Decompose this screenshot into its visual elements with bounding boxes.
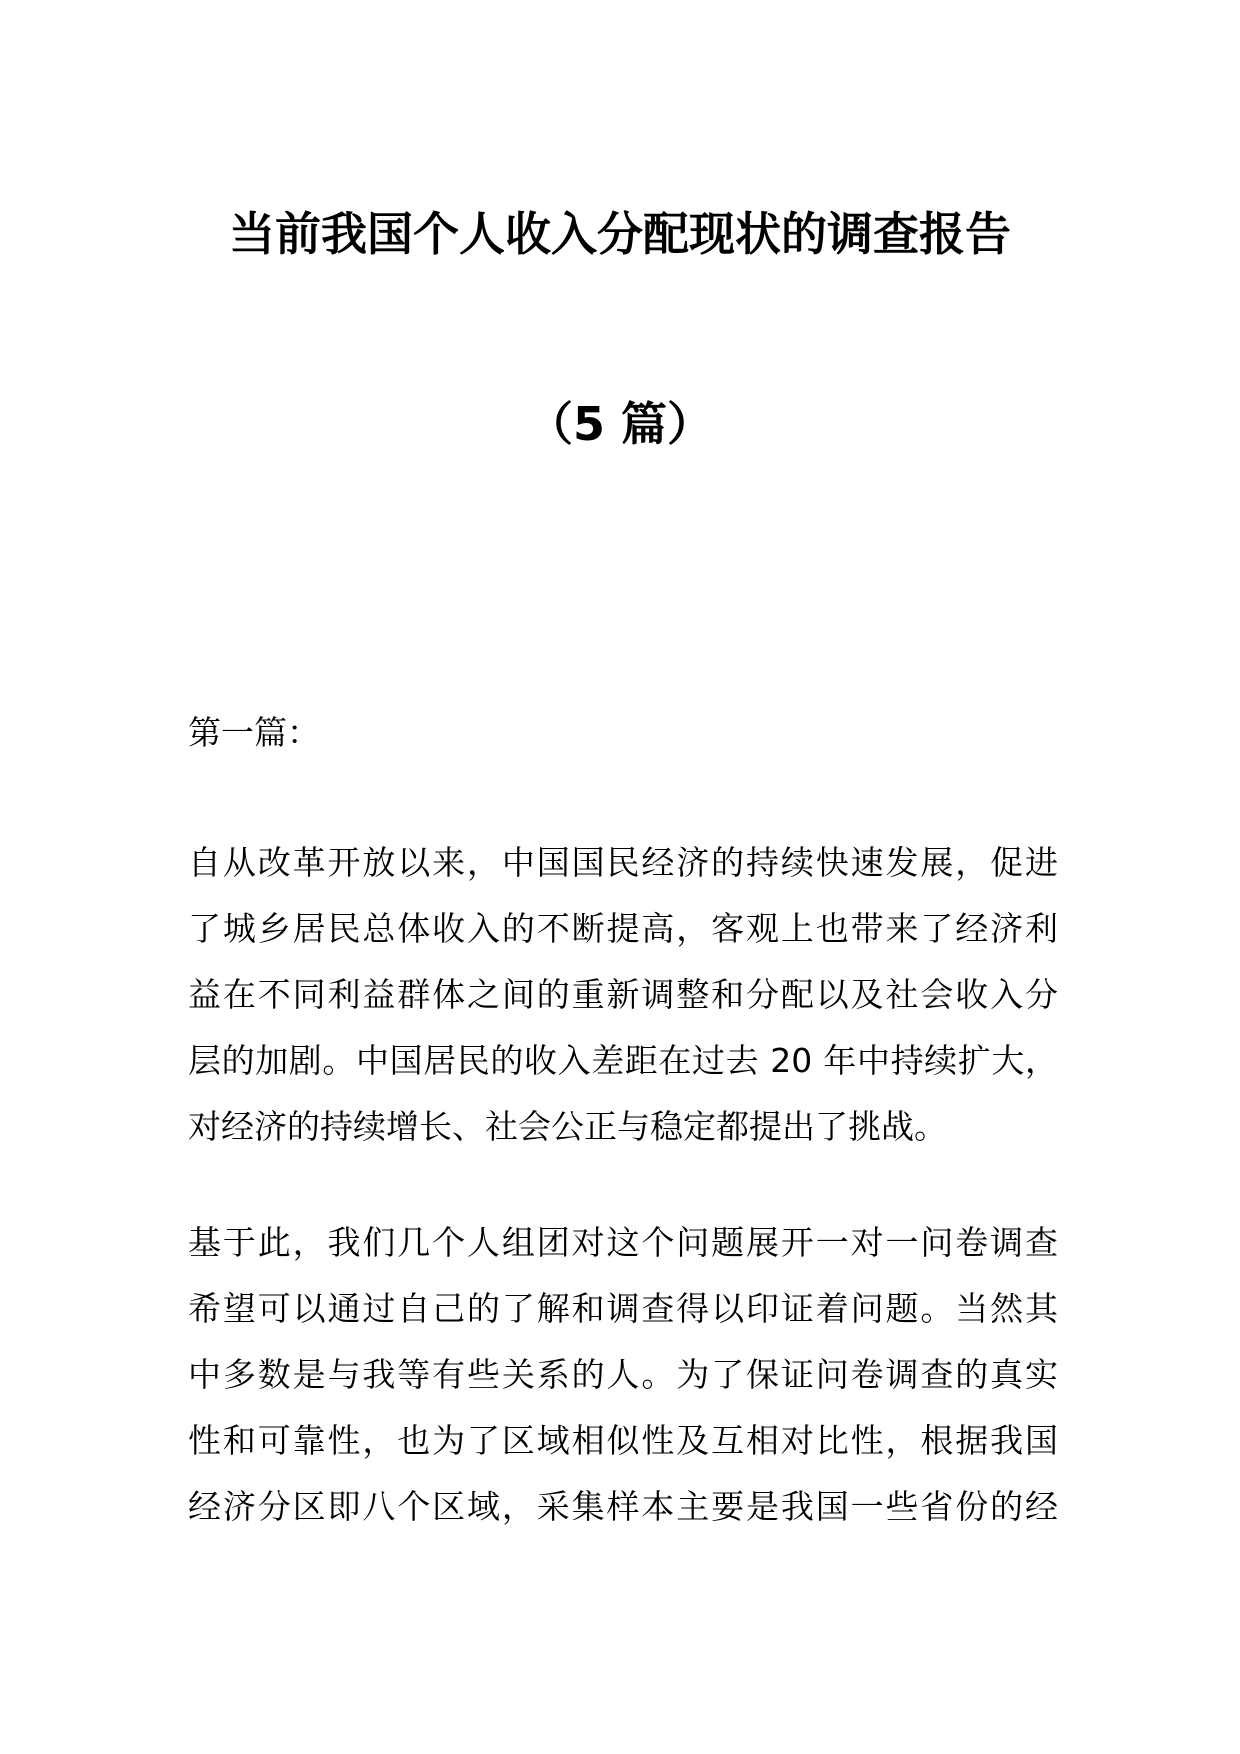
paragraph-line: 对经济的持续增长、社会公正与稳定都提出了挑战。 [188, 1107, 947, 1146]
section-label: 第一篇： [188, 713, 320, 752]
document-subtitle: （5 篇） [526, 397, 714, 451]
paragraph-line: 层的加剧。中国居民的收入差距在过去 20 年中持续扩大， [188, 1041, 1058, 1080]
paragraph-line: 了城乡居民总体收入的不断提高，客观上也带来了经济利 [188, 909, 1058, 948]
paragraph-line: 基于此，我们几个人组团对这个问题展开一对一问卷调查 [188, 1223, 1058, 1262]
paragraph-line: 性和可靠性，也为了区域相似性及互相对比性，根据我国 [188, 1421, 1058, 1460]
paragraph-2 [188, 1210, 1058, 1540]
paragraph-line: 中多数是与我等有些关系的人。为了保证问卷调查的真实 [188, 1355, 1058, 1394]
paragraph-line: 经济分区即八个区域，采集样本主要是我国一些省份的经 [188, 1487, 1058, 1526]
paragraph-line: 自从改革开放以来，中国国民经济的持续快速发展，促进 [188, 843, 1058, 882]
paragraph-line: 希望可以通过自己的了解和调查得以印证着问题。当然其 [188, 1289, 1058, 1328]
document-title: 当前我国个人收入分配现状的调查报告 [229, 207, 1011, 261]
paragraph-line: 益在不同利益群体之间的重新调整和分配以及社会收入分 [188, 975, 1058, 1014]
paragraph-1 [188, 830, 1058, 1160]
